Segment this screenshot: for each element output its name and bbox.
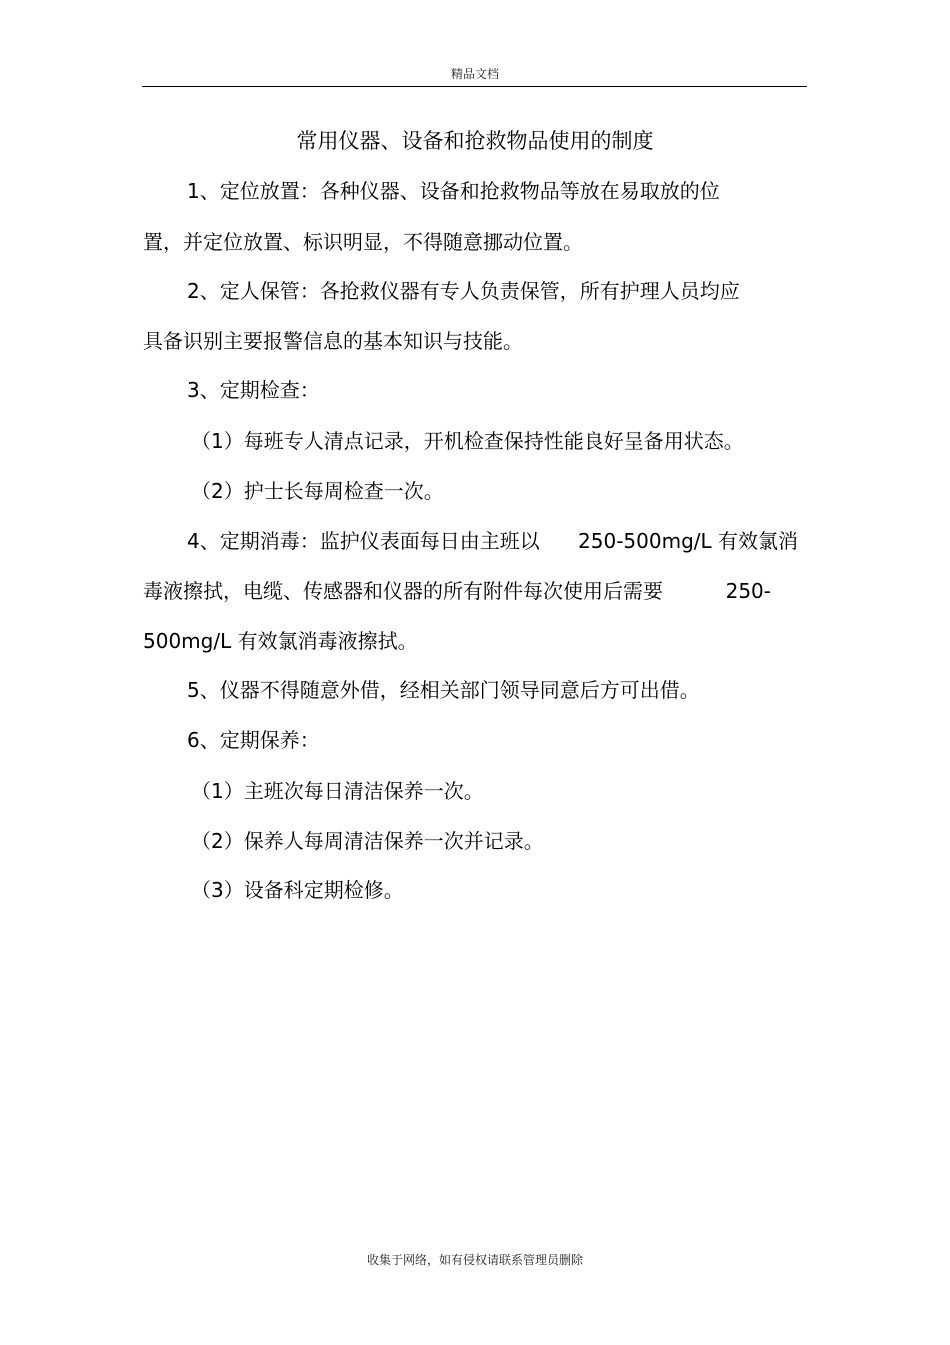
item3-heading: 3、定期检查： <box>187 378 320 402</box>
item4-line3: 500mg/L 有效氯消毒液擦拭。 <box>143 629 418 653</box>
item4-line2 <box>143 577 771 605</box>
page-footer-label: 收集于网络，如有侵权请联系管理员删除 <box>366 1253 583 1267</box>
item5-line1: 5、仪器不得随意外借，经相关部门领导同意后方可出借。 <box>187 678 700 702</box>
document-title: 常用仪器、设备和抢救物品使用的制度 <box>296 129 654 153</box>
item4-line1-text: 4、定期消毒：监护仪表面每日由主班以 <box>187 529 540 553</box>
item6-sub3: （3）设备科定期检修。 <box>191 878 404 902</box>
item1-line1: 1、定位放置：各种仪器、设备和抢救物品等放在易取放的位 <box>187 179 720 203</box>
item1-line2: 置，并定位放置、标识明显，不得随意挪动位置。 <box>143 230 583 254</box>
item3-sub2: （2）护士长每周检查一次。 <box>191 479 444 503</box>
item4-line2-text: 毒液擦拭，电缆、传感器和仪器的所有附件每次使用后需要 <box>143 579 663 603</box>
item4-line1-concentration: 250-500mg/L 有效氯消 <box>578 529 798 553</box>
item2-line2: 具备识别主要报警信息的基本知识与技能。 <box>143 329 523 353</box>
item2-line1: 2、定人保管：各抢救仪器有专人负责保管，所有护理人员均应 <box>187 279 740 303</box>
page-header-label: 精品文档 <box>450 67 499 81</box>
item6-sub2: （2）保养人每周清洁保养一次并记录。 <box>191 829 544 853</box>
item6-heading: 6、定期保养： <box>187 728 320 752</box>
item6-sub1: （1）主班次每日清洁保养一次。 <box>191 779 484 803</box>
item3-sub1: （1）每班专人清点记录，开机检查保持性能良好呈备用状态。 <box>191 429 744 453</box>
header-divider <box>142 86 807 87</box>
item4-line2-concentration: 250- <box>725 579 771 603</box>
item4-line1 <box>187 527 798 555</box>
